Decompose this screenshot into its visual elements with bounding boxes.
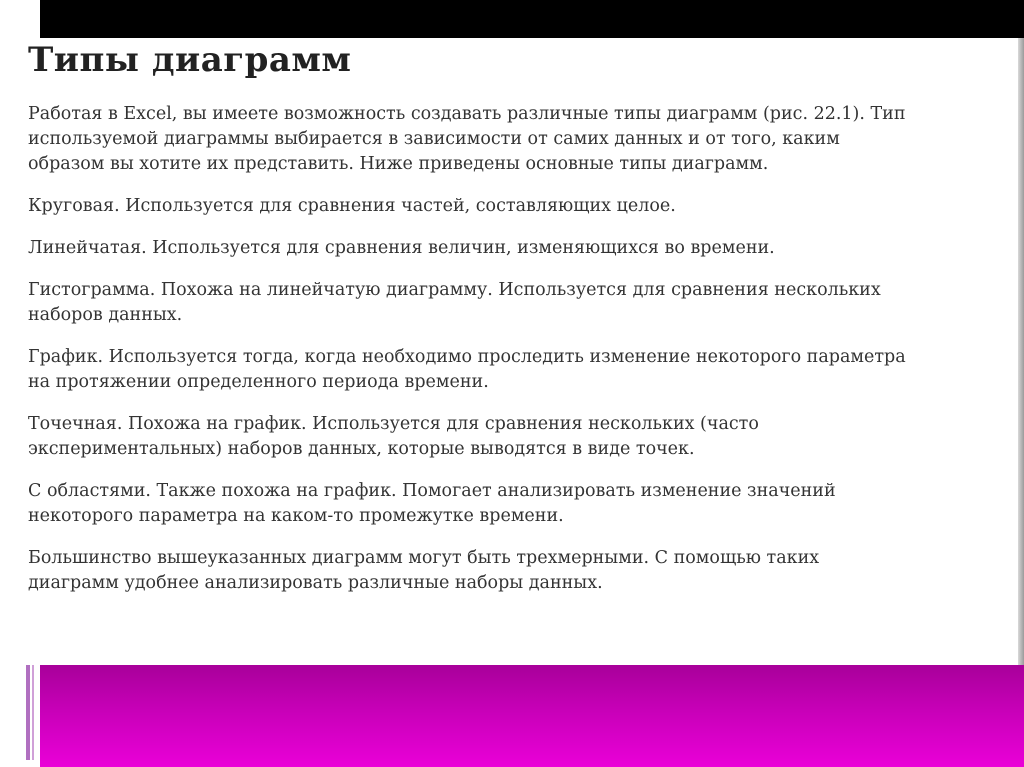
slide xyxy=(28,38,1008,662)
paragraph-pie: Круговая. Используется для сравнения частей, составляющих целое. xyxy=(28,196,676,216)
slide-body xyxy=(28,102,908,613)
right-edge-shadow xyxy=(1018,38,1024,667)
paragraph-histogram: Гистограмма. Похожа на линейчатую диаграмму. Используется для сравнения нескольких наборов данных. xyxy=(28,280,881,325)
paragraph-bar: Линейчатая. Используется для сравнения величин, изменяющихся во времени. xyxy=(28,238,775,258)
top-bar xyxy=(40,0,1024,38)
left-edge-lines xyxy=(26,665,34,760)
paragraph-intro: Работая в Excel, вы имеете возможность создавать различные типы диаграмм (рис. 22.1). Тип используемой диаграммы выбирается в зависимости от самих данных и от того, каким образом вы хотите их представить. Ниже приведены основные типы диаграмм. xyxy=(28,104,906,174)
paragraph-3d: Большинство вышеуказанных диаграмм могут быть трехмерными. С помощью таких диаграмм удобнее анализировать различные наборы данных. xyxy=(28,548,820,593)
paragraph-line: График. Используется тогда, когда необходимо проследить изменение некоторого параметра на протяжении определенного периода времени. xyxy=(28,347,906,392)
bottom-band xyxy=(40,665,1024,767)
paragraph-area: С областями. Также похожа на график. Помогает анализировать изменение значений некоторого параметра на каком-то промежутке времени. xyxy=(28,481,836,526)
paragraph-scatter: Точечная. Похожа на график. Используется для сравнения нескольких (часто экспериментальных) наборов данных, которые выводятся в виде точек. xyxy=(28,414,759,459)
slide-title: Типы диаграмм xyxy=(28,40,352,80)
